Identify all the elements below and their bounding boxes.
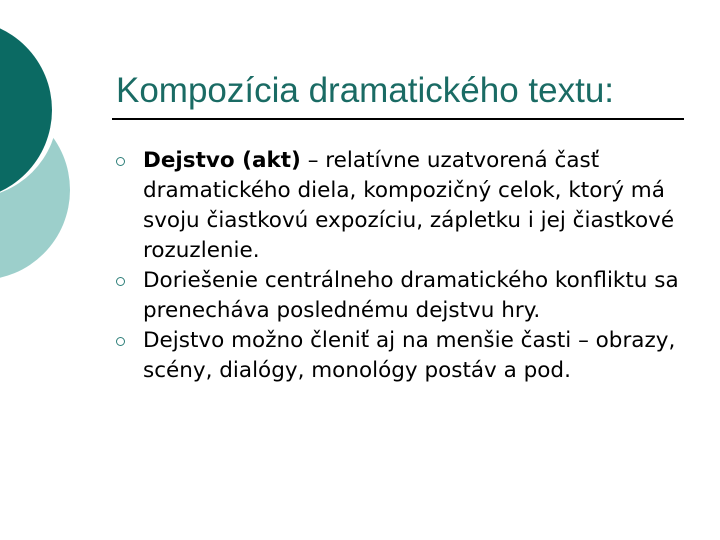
bullet-text — [143, 266, 686, 326]
bullet-body: Dejstvo možno členiť aj na menšie časti – obrazy, scény, dialógy, monológy postáv a pod. — [143, 328, 676, 383]
bullet-body: Doriešenie centrálneho dramatického konfliktu sa prenecháva poslednému dejstvu hry. — [143, 268, 679, 323]
bullet-term: Dejstvo (akt) — [143, 148, 301, 173]
bullet-text — [143, 326, 686, 386]
bullet-text — [143, 146, 686, 266]
hollow-circle-icon — [116, 157, 125, 166]
bullet-item-1 — [116, 146, 686, 266]
slide-title: Kompozícia dramatického textu: — [116, 71, 615, 110]
bullet-item-3 — [116, 326, 686, 386]
title-divider — [112, 118, 684, 120]
hollow-circle-icon — [116, 277, 125, 286]
bullet-body: – relatívne uzatvorená časť dramatického diela, kompozičný celok, ktorý má svoju čiastkovú expozíciu, zápletku i jej čiastkové rozuzlenie. — [143, 148, 675, 263]
decorative-circles — [0, 0, 120, 300]
bullet-item-2 — [116, 266, 686, 326]
hollow-circle-icon — [116, 337, 125, 346]
bullet-list — [116, 146, 686, 386]
